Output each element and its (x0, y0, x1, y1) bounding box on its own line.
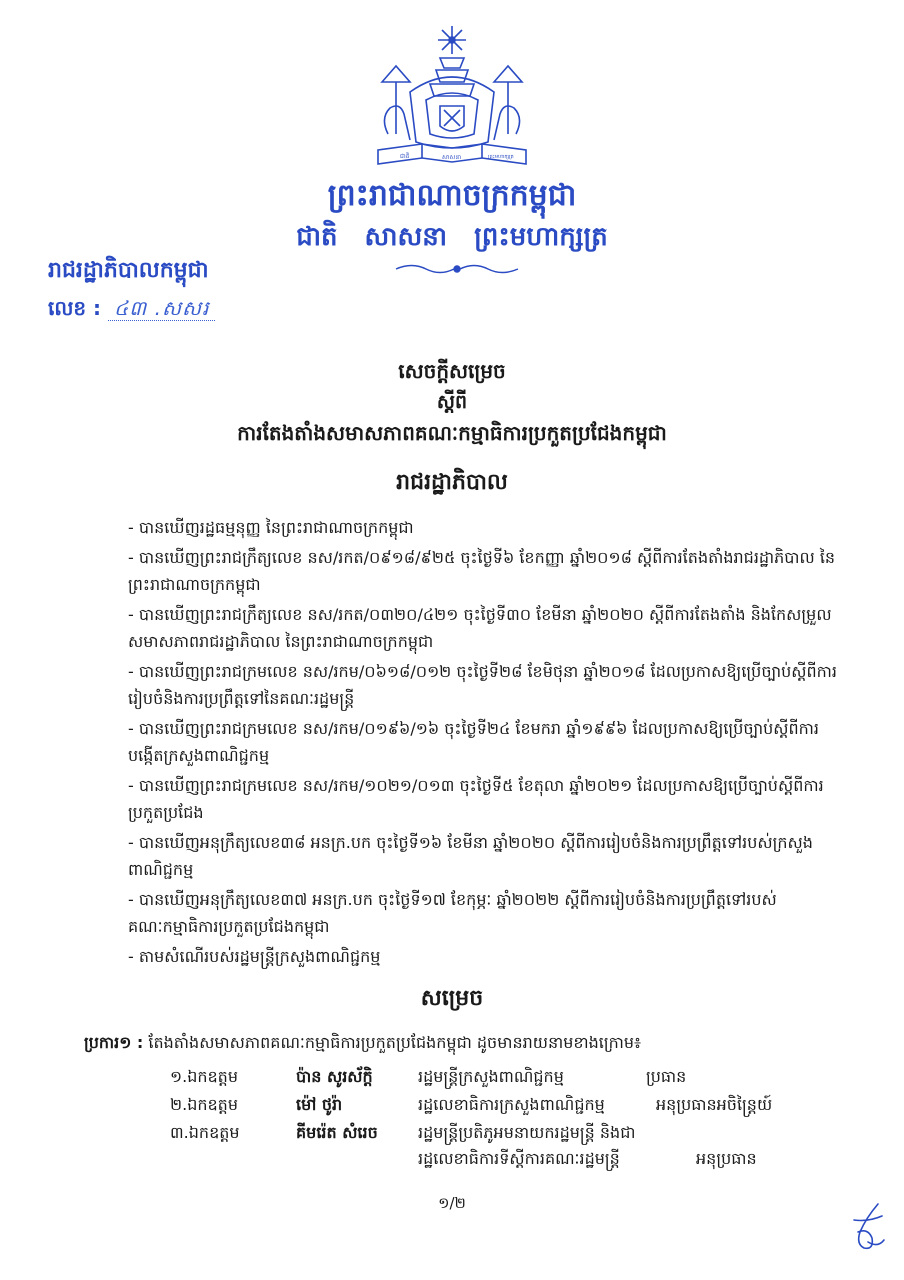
member-row (0, 1066, 904, 1090)
member-title: ១.ឯកឧត្តម (170, 1067, 238, 1086)
kingdom-motto: ជាតិ សាសនា ព្រះមហាក្សត្រ (296, 222, 608, 252)
member-role: អនុប្រធាន (696, 1149, 757, 1168)
member-title: ២.ឯកឧត្តម (170, 1095, 238, 1114)
article-1-text: តែងតាំងសមាសភាពគណៈកម្មាធិការប្រកួតប្រជែងកម្ពុជា ដូចមានរាយនាមខាងក្រោម៖ (148, 1033, 642, 1052)
emblem-scroll-label-1: ជាតិ (400, 153, 410, 160)
member-role: ប្រធាន (646, 1067, 687, 1086)
recitals-list (128, 514, 848, 973)
document-type-title: សេចក្តីសម្រេច (398, 359, 506, 383)
document-about-label: ស្តីពី (436, 391, 468, 413)
reference-number-line (48, 295, 215, 325)
member-position: រដ្ឋមន្ត្រីក្រសួងពាណិជ្ជកម្ម (418, 1067, 564, 1086)
member-position: រដ្ឋលេខាធិការក្រសួងពាណិជ្ជកម្ម (418, 1095, 605, 1114)
royal-coat-of-arms-emblem (370, 22, 534, 172)
reference-number: ៤៣ .សសរ (108, 296, 215, 321)
page-number: ១/២ (438, 1194, 466, 1212)
member-name: ប៉ាន សូរស័ក្តិ (296, 1067, 373, 1086)
member-row (0, 1094, 904, 1118)
article-1-label: ប្រការ១ : (84, 1033, 144, 1052)
recital-item: - បានឃើញព្រះរាជក្រមលេខ នស/រកម/១០២១/០១៣ ចុះថ្ងៃទី៥ ខែតុលា ឆ្នាំ២០២១ ដែលប្រកាសឱ្យប្រើច្បាប់ស្តីពីការប្រកួតប្រជែង (128, 776, 824, 822)
member-name: ម៉ៅ ថូរ៉ា (296, 1095, 343, 1114)
decision-heading: សម្រេច (420, 986, 484, 1011)
recital-item: - បានឃើញព្រះរាជក្រមលេខ នស/រកម/០៦១៨/០១២ ចុះថ្ងៃទី២៨ ខែមិថុនា ឆ្នាំ២០១៨ ដែលប្រកាសឱ្យប្រើច្បាប់ស្តីពីការរៀបចំនិងការប្រព្រឹត្តទៅនៃគណៈរដ្ឋមន្ត្រី (128, 662, 837, 708)
handwritten-initial-signature (848, 1198, 888, 1258)
member-name: គីមរ៉េត សំរេច (296, 1123, 378, 1142)
recital-item: - បានឃើញព្រះរាជក្រឹត្យលេខ នស/រកត/០៩១៨/៩២៥ ចុះថ្ងៃទី៦ ខែកញ្ញា ឆ្នាំ២០១៨ ស្តីពីការតែងតាំងរាជរដ្ឋាភិបាល នៃព្រះរាជាណាចក្រកម្ពុជា (128, 548, 836, 594)
member-position-line-2: រដ្ឋលេខាធិការទីស្តីការគណៈរដ្ឋមន្ត្រី (418, 1149, 620, 1168)
recital-item: - បានឃើញអនុក្រឹត្យលេខ៣៨ អនក្រ.បក ចុះថ្ងៃទី១៦ ខែមីនា ឆ្នាំ២០២០ ស្តីពីការរៀបចំនិងការប្រព្រឹត្តទៅរបស់ក្រសួងពាណិជ្ជកម្ម (128, 833, 813, 879)
issuing-authority: រាជរដ្ឋាភិបាល (396, 470, 508, 495)
government-name: រាជរដ្ឋាភិបាលកម្ពុជា (48, 258, 209, 283)
ornament-divider-icon (392, 262, 522, 276)
recital-item: - បានឃើញរដ្ឋធម្មនុញ្ញ នៃព្រះរាជាណាចក្រកម្ពុជា (128, 518, 414, 537)
recital-item: - បានឃើញព្រះរាជក្រឹត្យលេខ នស/រកត/០៣២០/៤២១ ចុះថ្ងៃទី៣០ ខែមីនា ឆ្នាំ២០២០ ស្តីពីការតែងតាំង និងកែសម្រួលសមាសភាពរាជរដ្ឋាភិបាល នៃព្រះរាជាណាចក្រកម្ពុជា (128, 605, 832, 651)
recital-item: - បានឃើញអនុក្រឹត្យលេខ៣៧ អនក្រ.បក ចុះថ្ងៃទី១៧ ខែកុម្ភៈ ឆ្នាំ២០២២ ស្តីពីការរៀបចំនិងការប្រព្រឹត្តទៅរបស់គណៈកម្មាធិការប្រកួតប្រជែងកម្ពុជា (128, 890, 777, 936)
member-position: រដ្ឋមន្ត្រីប្រតិភូអមនាយករដ្ឋមន្ត្រី និងជា (418, 1123, 636, 1142)
kingdom-title: ព្រះរាជាណាចក្រកម្ពុជា (327, 178, 577, 213)
document-subject: ការតែងតាំងសមាសភាពគណៈកម្មាធិការប្រកួតប្រជែងកម្ពុជា (237, 421, 667, 445)
member-role: អនុប្រធានអចិន្ត្រៃយ៍ (656, 1095, 773, 1114)
recital-item: - តាមសំណើរបស់រដ្ឋមន្ត្រីក្រសួងពាណិជ្ជកម្ម (128, 947, 381, 966)
member-row (0, 1122, 904, 1174)
article-1 (84, 1032, 864, 1056)
member-title: ៣.ឯកឧត្តម (170, 1123, 240, 1142)
emblem-scroll-label-2: សាសនា (442, 154, 462, 161)
emblem-scroll-label-3: ព្រះមហាក្សត្រ (488, 154, 514, 160)
recital-item: - បានឃើញព្រះរាជក្រមលេខ នស/រកម/០១៩៦/១៦ ចុះថ្ងៃទី២៤ ខែមករា ឆ្នាំ១៩៩៦ ដែលប្រកាសឱ្យប្រើច្បាប់ស្តីពីការបង្កើតក្រសួងពាណិជ្ជកម្ម (128, 719, 819, 765)
reference-label: លេខ : (48, 296, 102, 320)
